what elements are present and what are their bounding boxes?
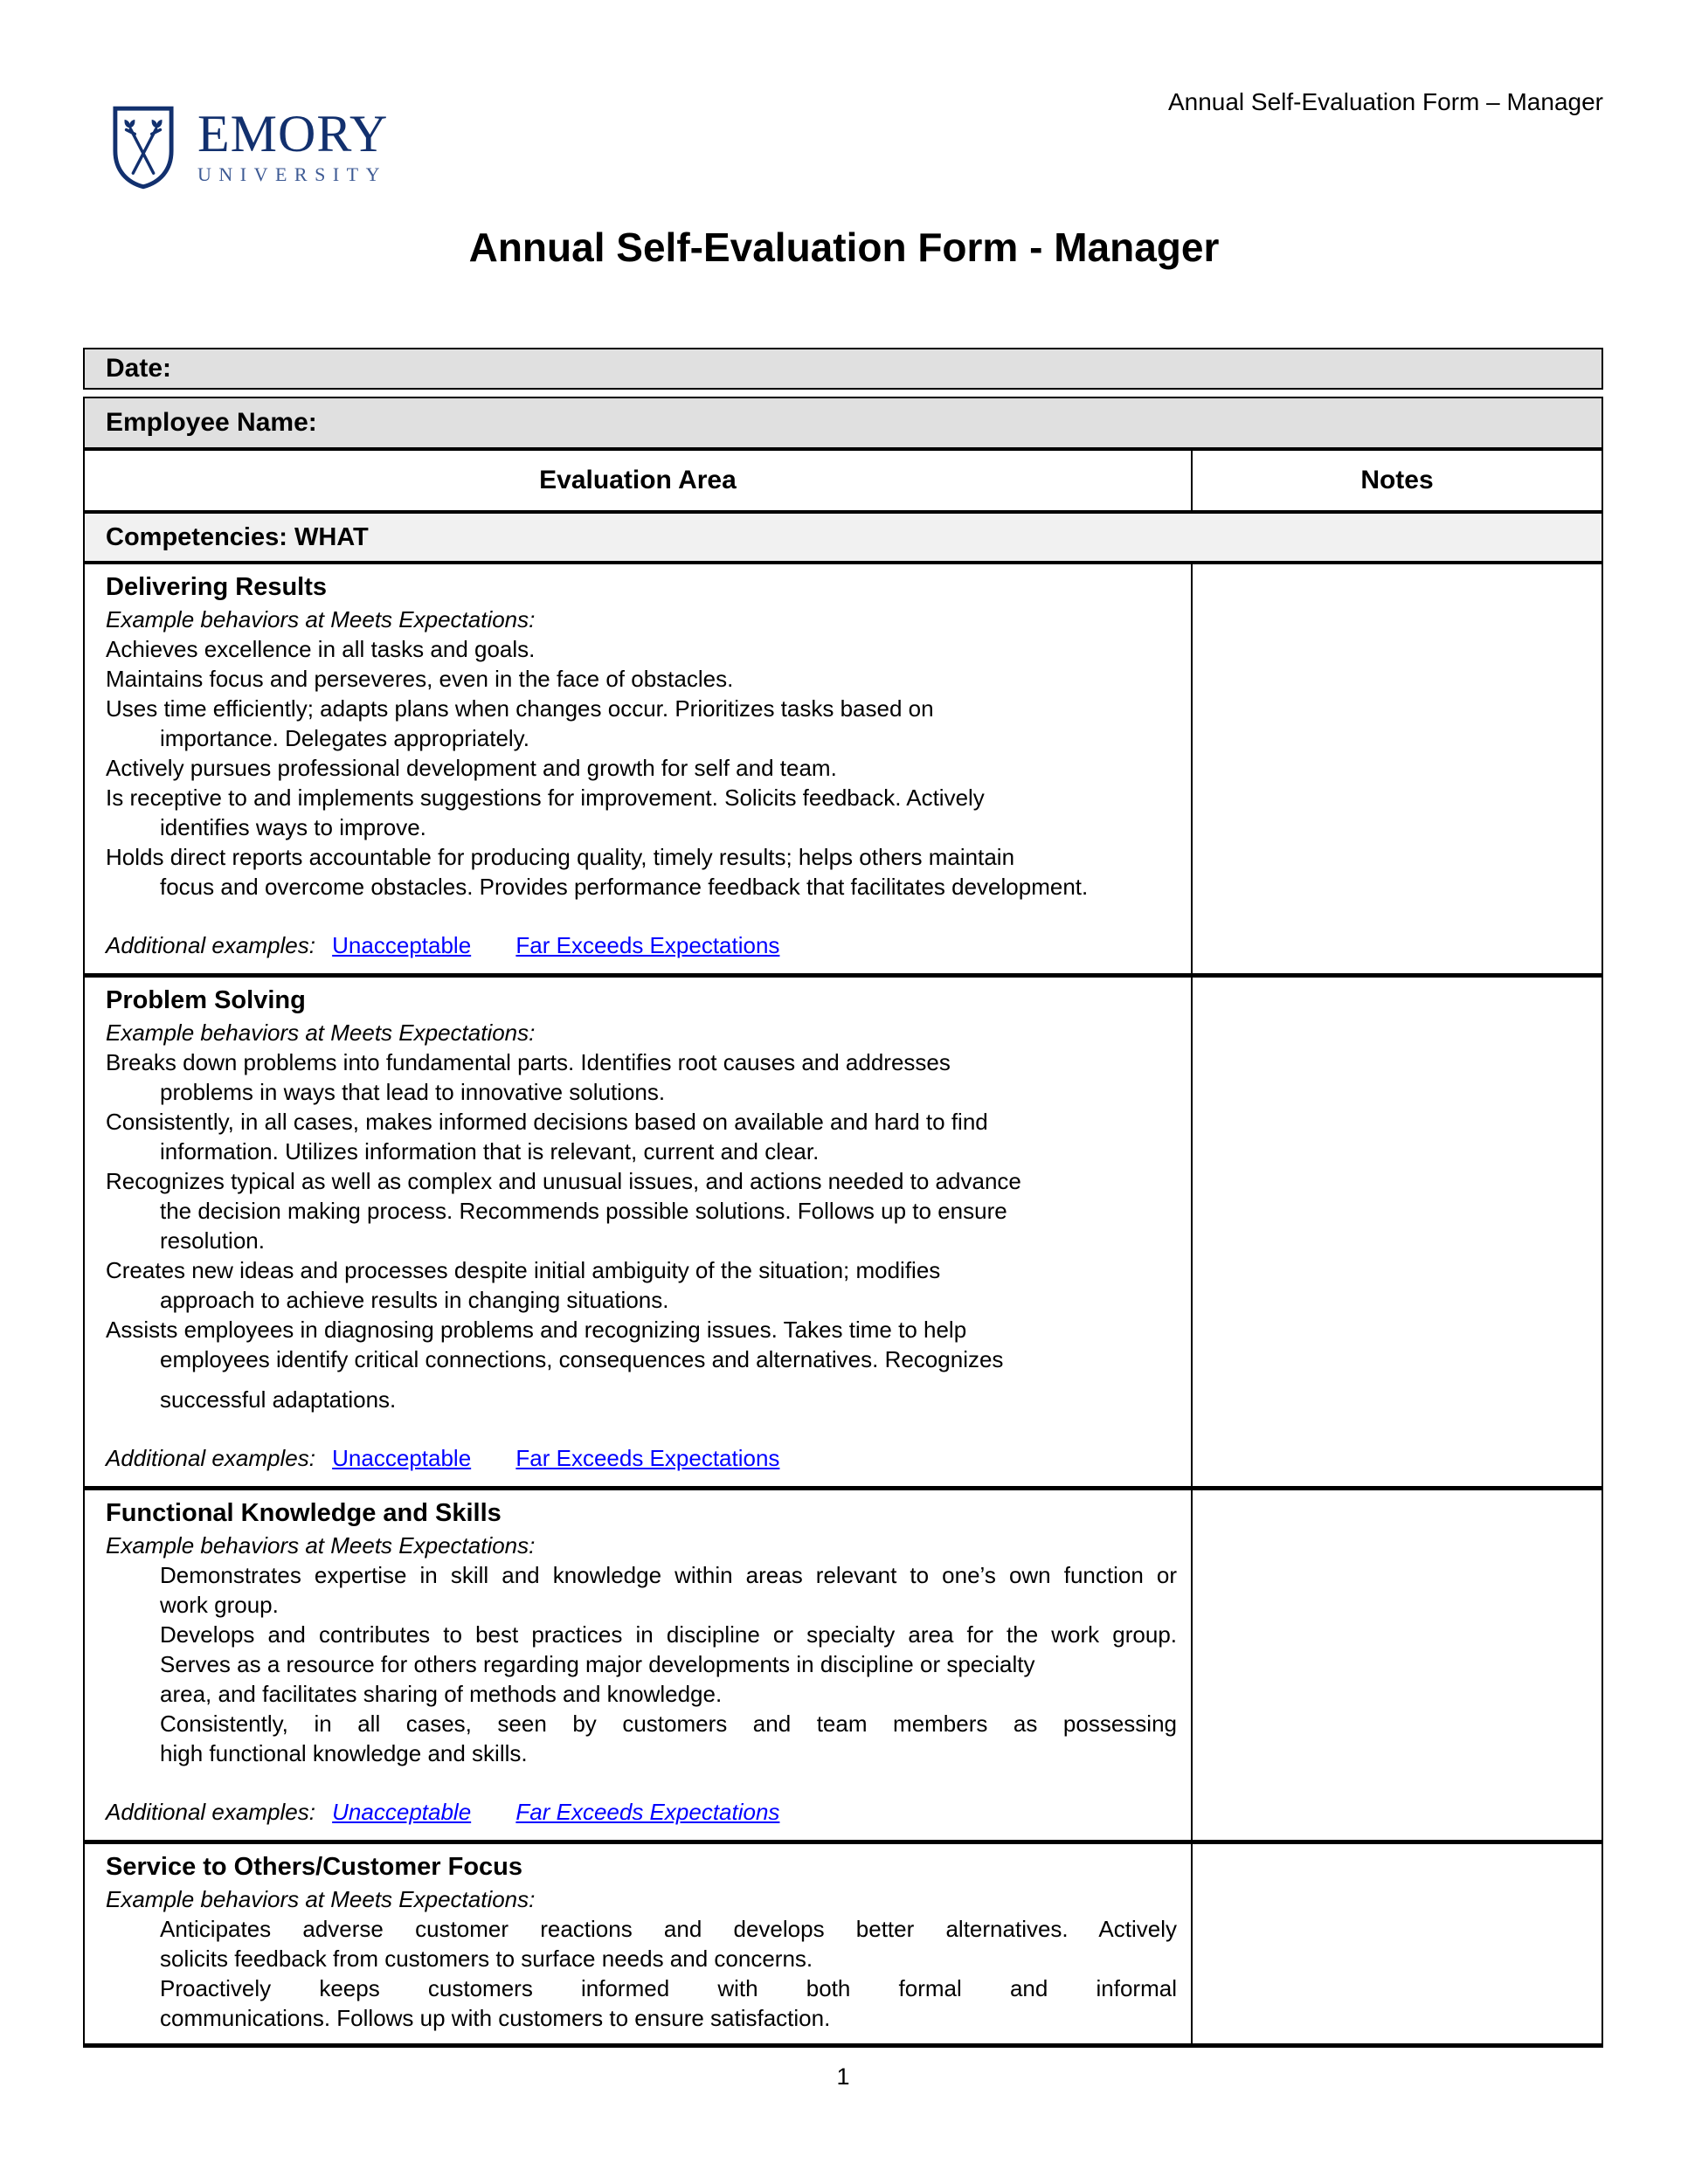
behavior-line: Achieves excellence in all tasks and goals. — [106, 636, 536, 662]
behavior-line: area, and facilitates sharing of methods and knowledge. — [160, 1681, 723, 1707]
link-unacceptable[interactable]: Unacceptable — [332, 932, 472, 958]
link-unacceptable[interactable]: Unacceptable — [332, 1799, 472, 1825]
blank-line — [106, 1414, 1177, 1441]
evaluation-area-cell — [84, 1842, 1192, 2046]
evaluation-area-cell — [84, 976, 1192, 1489]
blank-line — [106, 902, 1177, 928]
competencies-header: Competencies: WHAT — [84, 512, 1602, 563]
running-header-text: Annual Self-Evaluation Form – Manager — [1167, 88, 1603, 115]
evaluation-area-cell — [84, 1489, 1192, 1842]
blank-line — [106, 1768, 1177, 1794]
column-header-row — [84, 449, 1602, 512]
behavior-line: importance. Delegates appropriately. — [160, 725, 529, 751]
example-behaviors-label: Example behaviors at Meets Expectations: — [106, 1532, 536, 1559]
competencies-header-row — [84, 512, 1602, 563]
additional-examples-row — [106, 928, 1177, 963]
emory-logo — [112, 105, 388, 190]
behavior-line: information. Utilizes information that is relevant, current and clear. — [160, 1138, 820, 1165]
emory-wordmark: EMORY — [197, 105, 389, 162]
behavior-lines — [106, 1047, 1177, 1414]
behavior-line: Develops and contributes to best practices in discipline or specialty area for the work group. — [160, 1621, 1177, 1648]
link-far-exceeds[interactable]: Far Exceeds Expectations — [515, 1445, 780, 1471]
behavior-line: Is receptive to and implements suggestions for improvement. Solicits feedback. Actively — [106, 784, 985, 811]
employee-name-row — [84, 397, 1602, 449]
section-title: Delivering Results — [106, 573, 328, 601]
behavior-line: the decision making process. Recommends possible solutions. Follows up to ensure — [160, 1198, 1007, 1224]
link-unacceptable[interactable]: Unacceptable — [332, 1445, 472, 1471]
additional-examples-row — [106, 1794, 1177, 1829]
evaluation-section-row — [84, 976, 1602, 1489]
evaluation-section-row — [84, 563, 1602, 976]
additional-examples-label: Additional examples: — [106, 1445, 315, 1471]
page-title: Annual Self-Evaluation Form - Manager — [468, 225, 1220, 270]
behavior-line: employees identify critical connections, consequences and alternatives. Recognizes — [160, 1346, 1004, 1372]
behavior-line: Consistently, in all cases, seen by customers and team members as possessing — [160, 1711, 1177, 1737]
behavior-line: Serves as a resource for others regarding major developments in discipline or specialty — [160, 1651, 1035, 1677]
behavior-line: Assists employees in diagnosing problems and recognizing issues. Takes time to help — [106, 1317, 967, 1343]
running-header — [1168, 88, 1603, 116]
emory-shield-icon — [112, 105, 175, 190]
evaluation-section-row — [84, 1842, 1602, 2046]
behavior-lines — [106, 634, 1177, 902]
date-row — [83, 348, 1603, 390]
behavior-line: Anticipates adverse customer reactions and develops better alternatives. Actively — [160, 1916, 1177, 1942]
behavior-line: Uses time efficiently; adapts plans when changes occur. Prioritizes tasks based on — [106, 695, 934, 722]
behavior-line: Proactively keeps customers informed with both formal and informal — [160, 1975, 1177, 2001]
behavior-lines — [106, 1560, 1177, 1768]
page-number: 1 — [836, 2063, 850, 2090]
behavior-line: approach to achieve results in changing situations. — [160, 1287, 669, 1313]
link-far-exceeds[interactable]: Far Exceeds Expectations — [515, 932, 780, 958]
evaluation-area-cell — [84, 563, 1192, 976]
behavior-line: Maintains focus and perseveres, even in the face of obstacles. — [106, 666, 734, 692]
emory-university-wordmark: UNIVERSITY — [197, 163, 387, 185]
behavior-line: Creates new ideas and processes despite initial ambiguity of the situation; modifies — [106, 1257, 941, 1283]
section-title: Functional Knowledge and Skills — [106, 1499, 502, 1527]
behavior-line: Breaks down problems into fundamental parts. Identifies root causes and addresses — [106, 1049, 951, 1075]
behavior-line: Recognizes typical as well as complex and unusual issues, and actions needed to advance — [106, 1168, 1021, 1194]
link-far-exceeds[interactable]: Far Exceeds Expectations — [515, 1799, 780, 1825]
section-title: Problem Solving — [106, 986, 306, 1014]
example-behaviors-label: Example behaviors at Meets Expectations: — [106, 1019, 536, 1046]
evaluation-area-column-header: Evaluation Area — [84, 449, 1192, 512]
behavior-line: communications. Follows up with customers to ensure satisfaction. — [160, 2005, 831, 2031]
behavior-line: resolution. — [160, 1227, 265, 1254]
behavior-line: successful adaptations. — [160, 1386, 397, 1413]
behavior-line: work group. — [160, 1592, 279, 1618]
section-title: Service to Others/Customer Focus — [106, 1853, 523, 1881]
emory-wordmark-group — [197, 105, 388, 186]
behavior-lines — [106, 1914, 1177, 2033]
notes-column-header: Notes — [1192, 449, 1602, 512]
behavior-line: Demonstrates expertise in skill and knowledge within areas relevant to one’s own function or — [160, 1562, 1177, 1588]
notes-cell — [1192, 563, 1602, 976]
behavior-line: high functional knowledge and skills. — [160, 1740, 528, 1766]
employee-name-label: Employee Name: — [106, 408, 317, 437]
additional-examples-label: Additional examples: — [106, 932, 315, 958]
behavior-line: focus and overcome obstacles. Provides performance feedback that facilitates development. — [160, 874, 1089, 900]
notes-cell — [1192, 1489, 1602, 1842]
notes-cell — [1192, 1842, 1602, 2046]
behavior-line: Holds direct reports accountable for producing quality, timely results; helps others maintain — [106, 844, 1015, 870]
behavior-line: Consistently, in all cases, makes informed decisions based on available and hard to find — [106, 1109, 988, 1135]
additional-examples-label: Additional examples: — [106, 1799, 315, 1825]
behavior-line: identifies ways to improve. — [160, 814, 426, 840]
evaluation-section-row — [84, 1489, 1602, 1842]
behavior-line: solicits feedback from customers to surface needs and concerns. — [160, 1946, 813, 1972]
behavior-line: problems in ways that lead to innovative solutions. — [160, 1079, 666, 1105]
example-behaviors-label: Example behaviors at Meets Expectations: — [106, 1886, 536, 1912]
evaluation-table — [83, 397, 1603, 2048]
behavior-line: Actively pursues professional development and growth for self and team. — [106, 755, 837, 781]
form-body — [83, 348, 1603, 2091]
employee-name-cell — [84, 397, 1602, 449]
notes-cell — [1192, 976, 1602, 1489]
date-label: Date: — [106, 354, 172, 383]
additional-examples-row — [106, 1441, 1177, 1476]
example-behaviors-label: Example behaviors at Meets Expectations: — [106, 606, 536, 632]
